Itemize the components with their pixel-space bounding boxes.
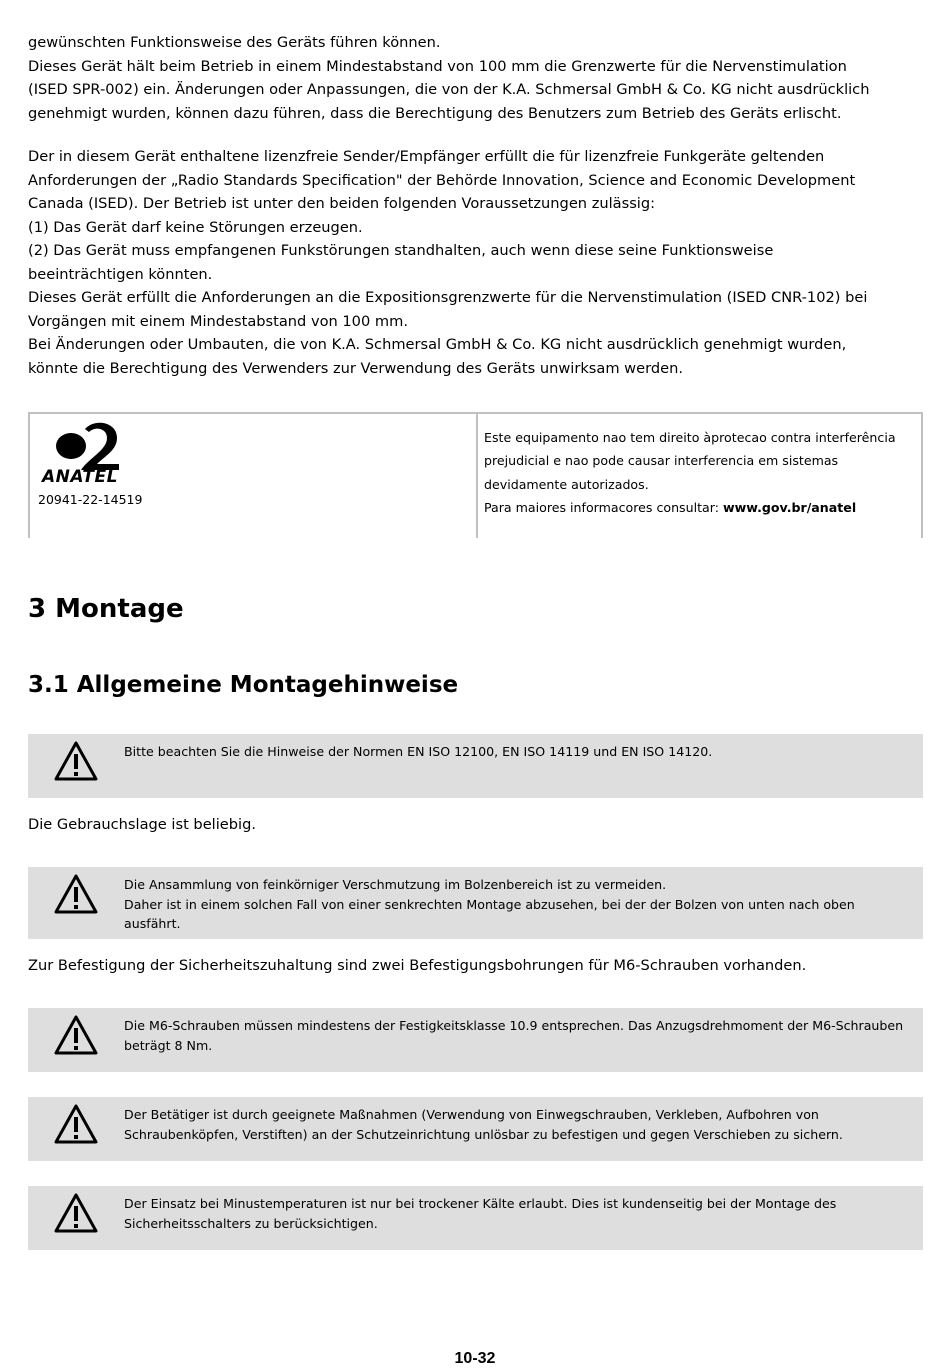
warning-note bbox=[28, 1097, 923, 1161]
text-line: (2) Das Gerät muss empfangenen Funkstörungen standhalten, auch wenn diese seine Funktionsweise bbox=[28, 242, 774, 259]
note-text bbox=[124, 875, 919, 934]
body-text: Die Gebrauchslage ist beliebig. bbox=[28, 816, 256, 833]
text-line: (ISED SPR-002) ein. Änderungen oder Anpassungen, die von der K.A. Schmersal GmbH & Co. KG nicht ausdrücklich bbox=[28, 81, 870, 98]
text-line: Canada (ISED). Der Betrieb ist unter den beiden folgenden Voraussetzungen zulässig: bbox=[28, 195, 656, 212]
text-line: gewünschten Funktionsweise des Geräts führen können. bbox=[28, 34, 441, 51]
text-line: ausfährt. bbox=[124, 916, 181, 932]
page-number: 10-32 bbox=[454, 1350, 496, 1367]
text-line: Dieses Gerät erfüllt die Anforderungen an die Expositionsgrenzwerte für die Nervenstimulation (ISED CNR-102) bei bbox=[28, 289, 868, 306]
warning-icon bbox=[53, 740, 99, 782]
anatel-code: 20941-22-14519 bbox=[38, 492, 143, 507]
text-line: Der Einsatz bei Minustemperaturen ist nur bei trockener Kälte erlaubt. Dies ist kundenseitig bei der Montage des bbox=[124, 1196, 837, 1211]
note-text bbox=[124, 1194, 919, 1233]
anatel-table bbox=[28, 412, 923, 538]
text-line: Dieses Gerät hält beim Betrieb in einem Mindestabstand von 100 mm die Grenzwerte für die Nervenstimulation bbox=[28, 57, 847, 75]
text-line: Die Ansammlung von feinkörniger Verschmutzung im Bolzenbereich ist zu vermeiden. bbox=[124, 877, 667, 892]
text-line: könnte die Berechtigung des Verwenders zur Verwendung des Geräts unwirksam werden. bbox=[28, 359, 683, 377]
text-line: genehmigt wurden, können dazu führen, dass die Berechtigung des Benutzers zum Betrieb des Geräts erlischt. bbox=[28, 104, 842, 122]
note-text bbox=[124, 742, 919, 762]
text-line: devidamente autorizados. bbox=[484, 476, 649, 492]
intro-paragraph bbox=[28, 31, 918, 125]
text-line: Este equipamento nao tem direito àprotecao contra interferência bbox=[484, 430, 896, 445]
warning-icon bbox=[53, 1103, 99, 1145]
text-line: Daher ist in einem solchen Fall von einer senkrechten Montage abzusehen, bei der der Bolzen von unten nach oben bbox=[124, 896, 855, 912]
text-line: beeinträchtigen könnten. bbox=[28, 265, 213, 283]
section-title: 3 Montage bbox=[28, 594, 184, 624]
text-line: Schraubenköpfen, Verstiften) an der Schutzeinrichtung unlösbar zu befestigen und gegen Verschieben zu sichern. bbox=[124, 1126, 843, 1142]
text-line: Bitte beachten Sie die Hinweise der Normen EN ISO 12100, EN ISO 14119 und EN ISO 14120. bbox=[124, 744, 713, 759]
subsection-title: 3.1 Allgemeine Montagehinweise bbox=[28, 672, 459, 698]
info-prefix: Para maiores informacores consultar: bbox=[484, 499, 723, 515]
body-text: Zur Befestigung der Sicherheitszuhaltung sind zwei Befestigungsbohrungen für M6-Schrauben vorhanden. bbox=[28, 957, 807, 974]
note-text bbox=[124, 1105, 919, 1144]
anatel-logo-text: ANATEL bbox=[42, 467, 118, 487]
text-line: (1) Das Gerät darf keine Störungen erzeugen. bbox=[28, 218, 363, 236]
text-line: Der in diesem Gerät enthaltene lizenzfreie Sender/Empfänger erfüllt die für lizenzfreie Funkgeräte geltenden bbox=[28, 148, 825, 165]
warning-icon bbox=[53, 1014, 99, 1056]
text-line: Vorgängen mit einem Mindestabstand von 100 mm. bbox=[28, 312, 408, 330]
note-text bbox=[124, 1016, 919, 1055]
warning-note bbox=[28, 867, 923, 939]
warning-note bbox=[28, 734, 923, 798]
text-line: Bei Änderungen oder Umbauten, die von K.A. Schmersal GmbH & Co. KG nicht ausdrücklich genehmigt wurden, bbox=[28, 336, 847, 353]
warning-icon bbox=[53, 873, 99, 915]
warning-note bbox=[28, 1186, 923, 1250]
table-divider bbox=[476, 414, 478, 538]
text-line bbox=[484, 496, 924, 519]
text-line: Sicherheitsschalters zu berücksichtigen. bbox=[124, 1215, 378, 1231]
anatel-link[interactable]: www.gov.br/anatel bbox=[722, 499, 857, 515]
warning-note bbox=[28, 1008, 923, 1072]
ised-paragraph bbox=[28, 145, 918, 380]
text-line: beträgt 8 Nm. bbox=[124, 1037, 213, 1053]
text-line: Die M6-Schrauben müssen mindestens der Festigkeitsklasse 10.9 entsprechen. Das Anzugsdrehmoment der M6-Schrauben bbox=[124, 1018, 904, 1033]
anatel-notice bbox=[484, 426, 924, 519]
text-line: Anforderungen der „Radio Standards Specification" der Behörde Innovation, Science and Economic Development bbox=[28, 171, 856, 189]
warning-icon bbox=[53, 1192, 99, 1234]
text-line: Der Betätiger ist durch geeignete Maßnahmen (Verwendung von Einwegschrauben, Verkleben, Aufbohren von bbox=[124, 1107, 819, 1122]
text-line: prejudicial e nao pode causar interferencia em sistemas bbox=[484, 453, 839, 469]
